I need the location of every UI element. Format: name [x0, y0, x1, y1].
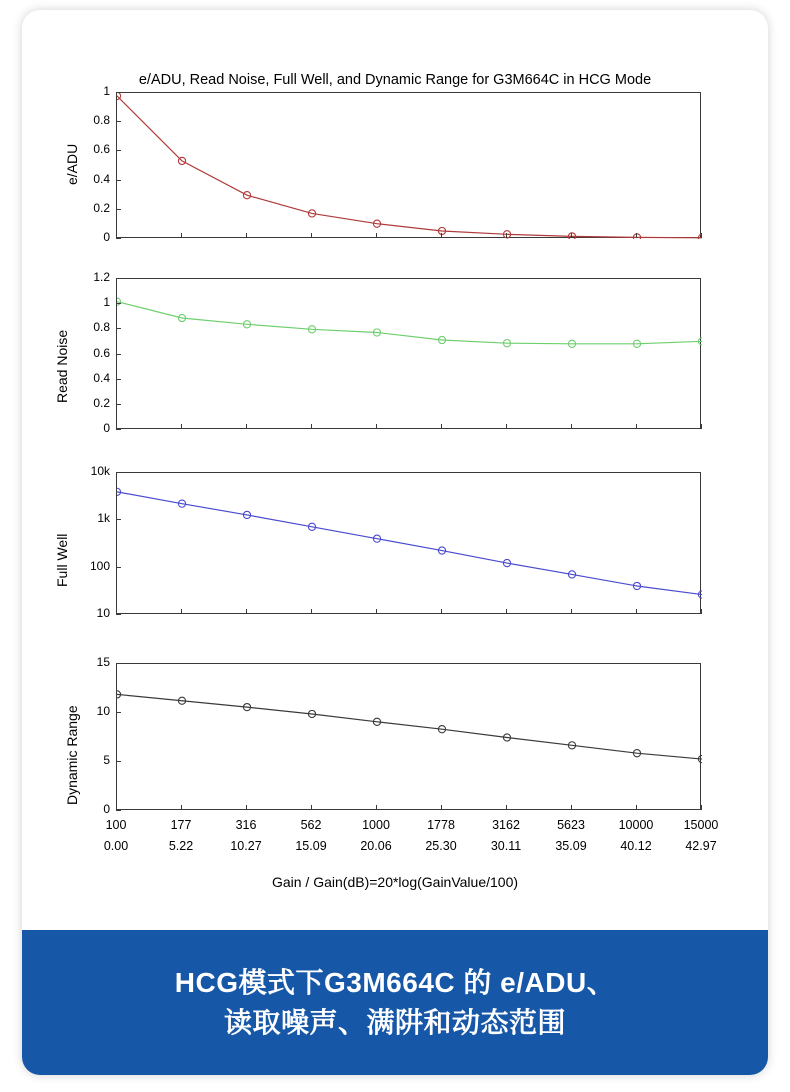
- y-axis-label-readnoise: Read Noise: [54, 329, 70, 403]
- y-tick-mark: [116, 761, 121, 762]
- y-tick-mark: [116, 180, 121, 181]
- x-tick-mark: [636, 609, 637, 614]
- x-tick-mark: [506, 424, 507, 429]
- x-tick-db: 15.09: [295, 839, 327, 853]
- y-tick-mark: [116, 663, 121, 664]
- y-tick: 1: [103, 295, 110, 310]
- x-tick-mark: [116, 805, 117, 810]
- y-tick-mark: [116, 328, 121, 329]
- x-tick-db: 35.09: [555, 839, 587, 853]
- y-tick: 0: [103, 230, 110, 244]
- y-tick: 0.4: [93, 370, 110, 385]
- y-tick-mark: [116, 354, 121, 355]
- x-tick-mark: [571, 805, 572, 810]
- subplot-eadu: [116, 92, 701, 238]
- y-axis-label-dynamicrange: Dynamic Range: [64, 705, 80, 805]
- x-tick-mark: [441, 805, 442, 810]
- x-tick-mark: [246, 233, 247, 238]
- caption-line-1: HCG模式下G3M664C 的 e/ADU、: [174, 966, 616, 998]
- x-tick-mark: [701, 233, 702, 238]
- x-tick-mark: [246, 424, 247, 429]
- x-tick-mark: [571, 424, 572, 429]
- y-tick: 0.6: [93, 142, 110, 157]
- x-tick-mark: [376, 233, 377, 238]
- subplot-read-noise: [116, 278, 701, 429]
- y-tick: 1: [103, 84, 110, 98]
- x-tick-mark: [376, 805, 377, 810]
- x-tick-mark: [701, 424, 702, 429]
- x-tick-mark: [311, 609, 312, 614]
- subplot-dynamic-range: [116, 663, 701, 810]
- x-tick-mark: [311, 233, 312, 238]
- x-tick-mark: [636, 424, 637, 429]
- x-tick-mark: [311, 424, 312, 429]
- y-tick: 10: [96, 704, 110, 718]
- y-tick-mark: [116, 519, 121, 520]
- x-tick-db: 20.06: [360, 839, 392, 853]
- x-tick-mark: [181, 233, 182, 238]
- y-tick-mark: [116, 92, 121, 93]
- x-tick-mark: [441, 233, 442, 238]
- y-tick: 0.8: [93, 320, 110, 335]
- x-tick-gain: 562: [300, 818, 322, 832]
- y-tick: 0: [103, 421, 110, 435]
- x-tick-gain: 3162: [492, 818, 520, 832]
- x-tick-mark: [116, 609, 117, 614]
- y-tick: 15: [96, 655, 110, 669]
- y-tick: 0.2: [93, 200, 110, 215]
- x-tick-gain: 100: [105, 818, 127, 832]
- x-tick-gain: 5623: [557, 818, 585, 832]
- y-tick-mark: [116, 810, 121, 811]
- y-axis-label-eadu: e/ADU: [64, 143, 80, 185]
- y-tick-mark: [116, 238, 121, 239]
- y-tick: 10: [96, 606, 110, 620]
- y-tick: 0.2: [93, 395, 110, 410]
- x-tick-mark: [181, 424, 182, 429]
- y-tick: 5: [103, 753, 110, 767]
- y-tick: 0.6: [93, 345, 110, 360]
- x-axis-label: Gain / Gain(dB)=20*log(GainValue/100): [271, 874, 519, 890]
- y-tick-mark: [116, 303, 121, 304]
- x-tick-gain: 1000: [362, 818, 390, 832]
- x-tick-gain: 316: [235, 818, 257, 832]
- y-tick: 0: [103, 802, 110, 816]
- y-tick-mark: [116, 209, 121, 210]
- series-1: [117, 279, 702, 430]
- y-tick: 100: [89, 558, 110, 573]
- y-tick: 0.8: [93, 113, 110, 128]
- y-tick-mark: [116, 429, 121, 430]
- x-tick-mark: [246, 609, 247, 614]
- x-tick-mark: [441, 424, 442, 429]
- x-tick-gain: 1778: [427, 818, 455, 832]
- caption-banner: [22, 930, 768, 1075]
- x-tick-mark: [181, 805, 182, 810]
- x-tick-mark: [441, 609, 442, 614]
- x-tick-mark: [116, 233, 117, 238]
- x-tick-db: 10.27: [230, 839, 262, 853]
- y-tick-mark: [116, 614, 121, 615]
- x-tick-db: 25.30: [425, 839, 457, 853]
- y-axis-label-fullwell: Full Well: [54, 533, 70, 587]
- x-tick-mark: [701, 609, 702, 614]
- x-tick-db: 0.00: [103, 839, 129, 853]
- x-tick-db: 30.11: [490, 839, 522, 853]
- series-0: [117, 93, 702, 239]
- x-tick-mark: [376, 609, 377, 614]
- x-tick-mark: [246, 805, 247, 810]
- x-tick-mark: [701, 805, 702, 810]
- x-tick-gain: 177: [170, 818, 192, 832]
- y-tick-mark: [116, 712, 121, 713]
- x-tick-gain: 10000: [618, 818, 654, 832]
- y-tick-mark: [116, 472, 121, 473]
- subplot-full-well: [116, 472, 701, 614]
- x-tick-mark: [506, 805, 507, 810]
- y-tick-mark: [116, 150, 121, 151]
- caption-line-2: 读取噪声、满阱和动态范围: [223, 1006, 566, 1038]
- figure-card: [22, 10, 768, 1075]
- x-tick-db: 42.97: [685, 839, 717, 853]
- y-tick-mark: [116, 567, 121, 568]
- chart-title: e/ADU, Read Noise, Full Well, and Dynamic Range for G3M664C in HCG Mode: [138, 72, 652, 88]
- x-tick-mark: [636, 233, 637, 238]
- y-tick: 1.2: [93, 270, 110, 284]
- y-tick: 10k: [90, 464, 110, 478]
- y-tick-mark: [116, 278, 121, 279]
- y-tick-mark: [116, 121, 121, 122]
- x-tick-mark: [506, 233, 507, 238]
- x-tick-mark: [181, 609, 182, 614]
- y-tick: 0.4: [93, 171, 110, 186]
- x-tick-gain: 15000: [683, 818, 719, 832]
- y-tick-mark: [116, 379, 121, 380]
- series-3: [117, 664, 702, 811]
- x-tick-mark: [571, 233, 572, 238]
- series-2: [117, 473, 702, 615]
- chart-area: [22, 10, 768, 910]
- x-tick-mark: [311, 805, 312, 810]
- x-tick-mark: [571, 609, 572, 614]
- x-tick-mark: [636, 805, 637, 810]
- x-tick-mark: [376, 424, 377, 429]
- x-tick-db: 40.12: [620, 839, 652, 853]
- y-tick: 1k: [97, 511, 110, 526]
- x-tick-db: 5.22: [168, 839, 194, 853]
- y-tick-mark: [116, 404, 121, 405]
- x-tick-mark: [116, 424, 117, 429]
- x-tick-mark: [506, 609, 507, 614]
